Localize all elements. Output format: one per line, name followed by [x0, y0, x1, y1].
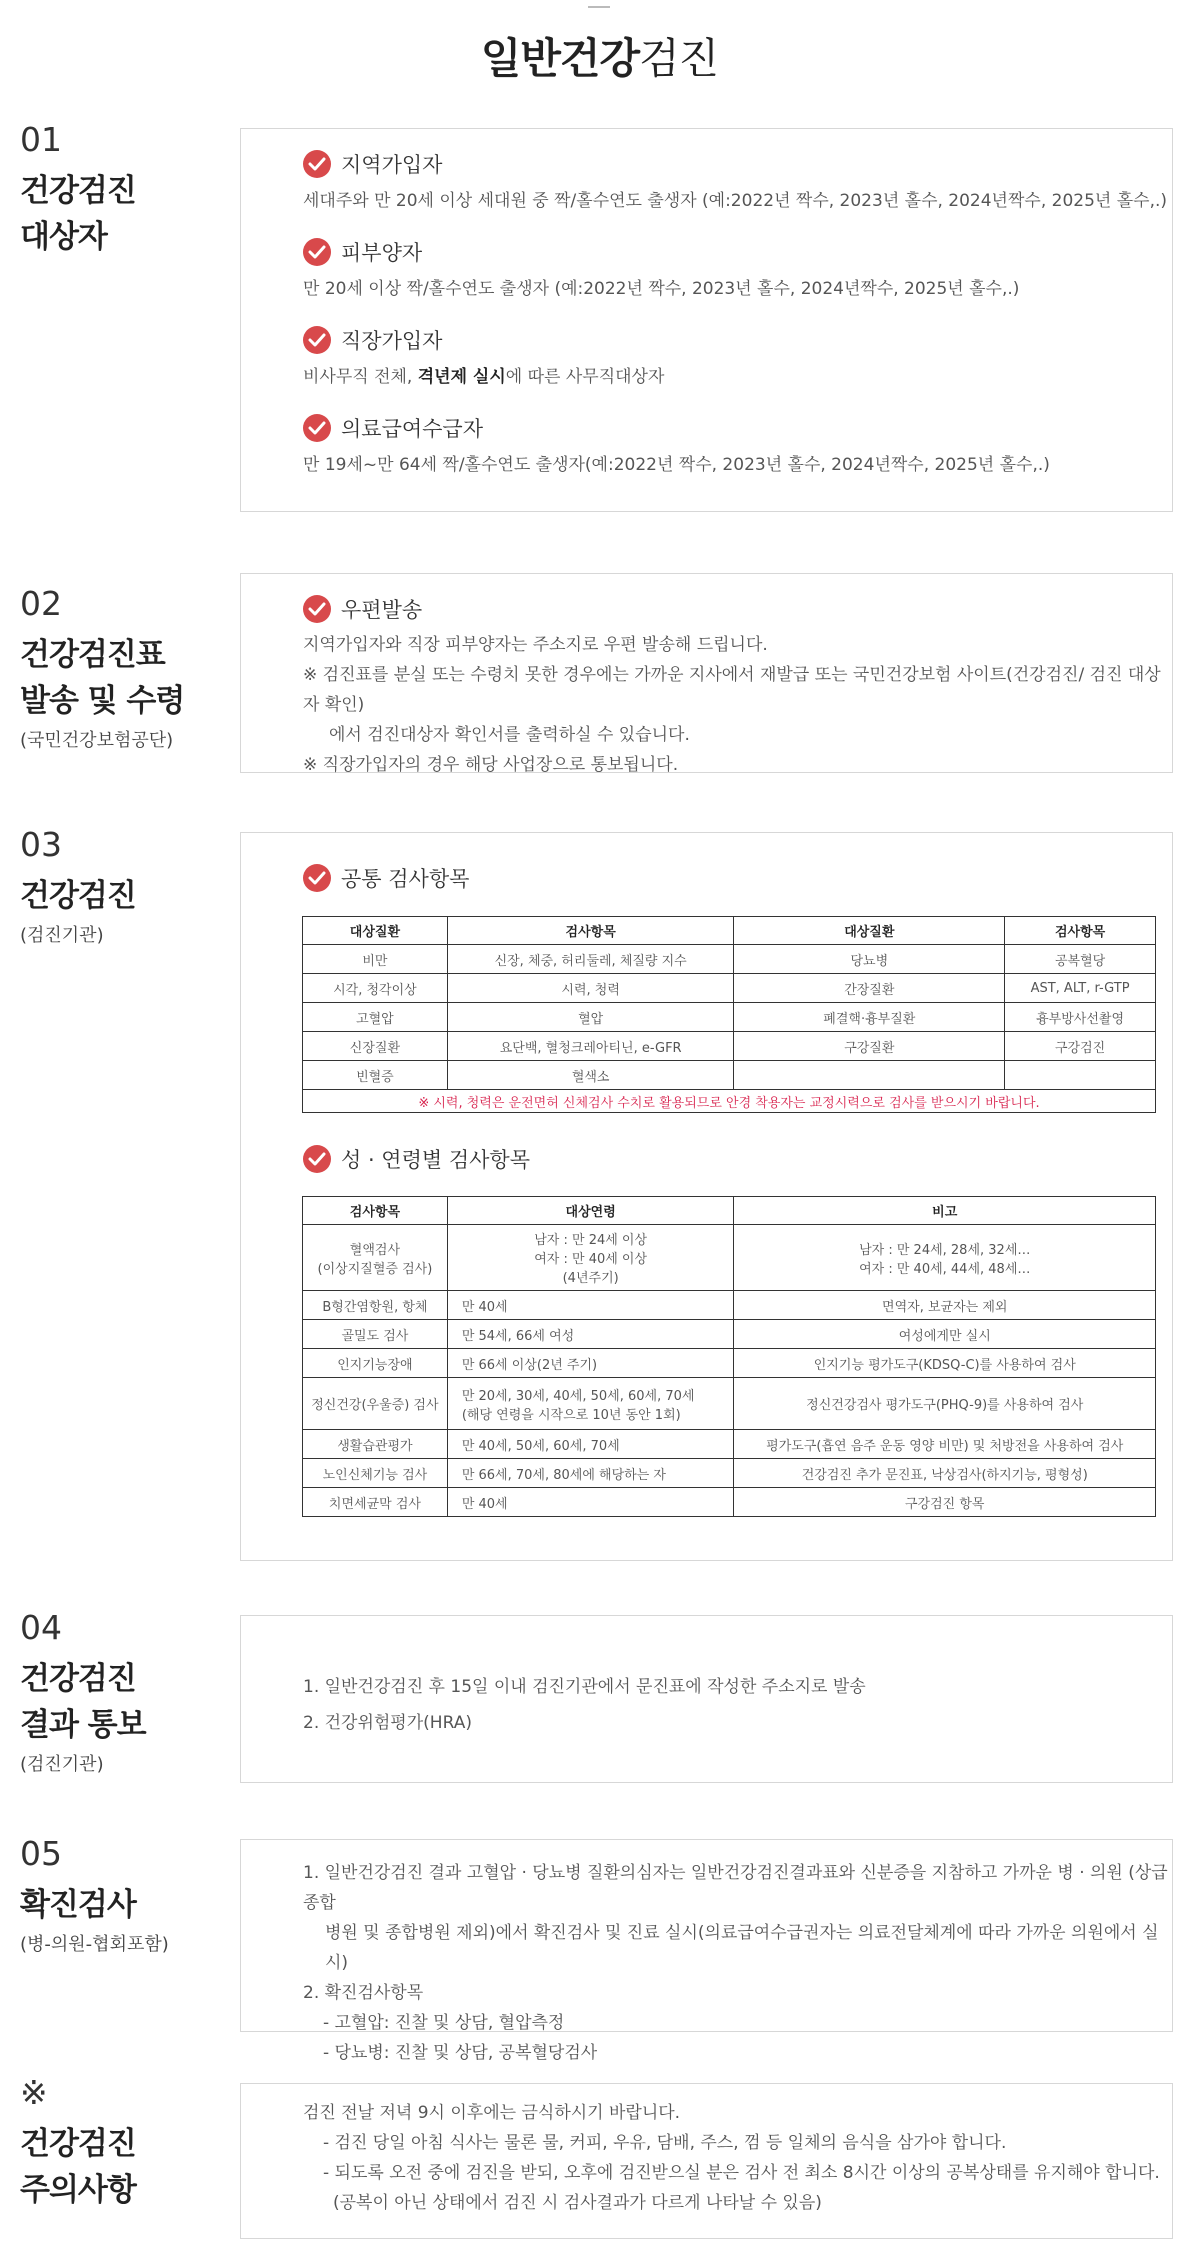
target-item	[303, 149, 1172, 213]
result-line: 2. 건강위험평가(HRA)	[303, 1713, 472, 1733]
section-box	[240, 573, 1173, 773]
table-row: 생활습관평가 만 40세, 50세, 60세, 70세 평가도구(흡연 음주 운동 영양 비만) 및 처방전을 사용하여 검사	[303, 1430, 1156, 1459]
section-label	[20, 2073, 230, 2213]
check-icon	[303, 595, 331, 623]
section-box	[240, 1839, 1173, 2063]
section-heading: 건강검진 대상자	[20, 173, 136, 255]
section-heading: 건강검진	[20, 878, 136, 914]
result-line: 1. 일반건강검진 후 15일 이내 검진기관에서 문진표에 작성한 주소지로 발송	[303, 1677, 866, 1697]
section-number: 05	[20, 1834, 62, 1873]
section-number: 01	[20, 120, 62, 159]
table-row: B형간염항원, 항체 만 40세 면역자, 보균자는 제외	[303, 1291, 1156, 1320]
item-desc: 세대주와 만 20세 이상 세대원 중 짝/홀수연도 출생자 (예:2022년 짝수, 2023년 홀수, 2024년짝수, 2025년 홀수,.)	[303, 191, 1168, 211]
mail-line: ※ 직장가입자의 경우 해당 사업장으로 통보됩니다.	[303, 755, 679, 775]
section-label	[20, 825, 230, 947]
caution-line: (공복이 아닌 상태에서 검진 시 검사결과가 다르게 나타날 수 있음)	[333, 2193, 822, 2213]
notice-text: ※ 시력, 청력은 운전면허 신체검사 수치로 활용되므로 안경 착용자는 교정시력으로 검사를 받으시기 바랍니다.	[303, 1090, 1156, 1113]
item-desc: 비사무직 전체, 격년제 실시에 따른 사무직대상자	[303, 367, 665, 387]
table-row: 비만 신장, 체중, 허리둘레, 체질량 지수 당뇨병 공복혈당	[303, 945, 1156, 974]
section-heading: 확진검사	[20, 1887, 136, 1923]
section-subheading: (국민건강보험공단)	[20, 730, 174, 751]
table-row: 혈액검사 (이상지질혈증 검사) 남자 : 만 24세 이상 여자 : 만 40세 이상 (4년주기) 남자 : 만 24세, 28세, 32세… 여자 : 만 40세, 44세, 48세…	[303, 1225, 1156, 1291]
table-row: 고혈압 혈압 폐결핵·흉부질환 흉부방사선촬영	[303, 1003, 1156, 1032]
confirm-line: 2. 확진검사항목	[303, 1983, 424, 2003]
section-subheading: (검진기관)	[20, 925, 104, 946]
confirm-line: - 당뇨병: 진찰 및 상담, 공복혈당검사	[323, 2043, 598, 2063]
mail-line: 에서 검진대상자 확인서를 출력하실 수 있습니다.	[329, 725, 690, 745]
section-number: 04	[20, 1608, 62, 1647]
check-icon	[303, 150, 331, 178]
table-notice-row	[303, 1090, 1156, 1113]
confirm-line: 1. 일반건강검진 결과 고혈압 · 당뇨병 질환의심자는 일반건강검진결과표와 신분증을 지참하고 가까운 병 · 의원 (상급종합	[303, 1863, 1168, 1913]
mail-line: 지역가입자와 직장 피부양자는 주소지로 우편 발송해 드립니다.	[303, 635, 768, 655]
top-divider	[588, 6, 610, 8]
table-row: 빈혈증 혈색소	[303, 1061, 1156, 1090]
table-row: 치면세균막 검사 만 40세 구강검진 항목	[303, 1488, 1156, 1517]
common-items-table	[302, 916, 1156, 1113]
age-items-table	[302, 1196, 1156, 1517]
check-icon	[303, 1145, 331, 1173]
item-desc: 만 19세~만 64세 짝/홀수연도 출생자(예:2022년 짝수, 2023년 홀수, 2024년짝수, 2025년 홀수,.)	[303, 455, 1050, 475]
confirm-line: 병원 및 종합병원 제외)에서 확진검사 및 진료 실시(의료급여수급권자는 의료전달체계에 따라 가까운 의원에서 실시)	[325, 1923, 1159, 1973]
mail-item	[303, 594, 1172, 624]
table-row: 골밀도 검사 만 54세, 66세 여성 여성에게만 실시	[303, 1320, 1156, 1349]
table-row: 노인신체기능 검사 만 66세, 70세, 80세에 해당하는 자 건강검진 추가 문진표, 낙상검사(하지기능, 평형성)	[303, 1459, 1156, 1488]
check-icon	[303, 864, 331, 892]
section-subheading: (검진기관)	[20, 1754, 104, 1775]
section-box	[240, 1615, 1173, 1783]
section-number: 02	[20, 584, 62, 623]
table-row: 신장질환 요단백, 혈청크레아티닌, e-GFR 구강질환 구강검진	[303, 1032, 1156, 1061]
item-title: 지역가입자	[341, 153, 443, 177]
section-label	[20, 120, 230, 260]
item-desc: 만 20세 이상 짝/홀수연도 출생자 (예:2022년 짝수, 2023년 홀수, 2024년짝수, 2025년 홀수,.)	[303, 279, 1020, 299]
section-number: 03	[20, 825, 62, 864]
check-icon	[303, 326, 331, 354]
table-row: 인지기능장애 만 66세 이상(2년 주기) 인지기능 평가도구(KDSQ-C)를 사용하여 검사	[303, 1349, 1156, 1378]
section-label	[20, 1608, 230, 1776]
table-row: 정신건강(우울증) 검사 만 20세, 30세, 40세, 50세, 60세, 70세 (해당 연령을 시작으로 10년 동안 1회) 정신건강검사 평가도구(PHQ-9)를 사용하여 검사	[303, 1378, 1156, 1430]
table-header-row: 검사항목 대상연령 비고	[303, 1197, 1156, 1225]
section-heading: 건강검진 결과 통보	[20, 1661, 146, 1743]
item-title: 의료급여수급자	[341, 417, 484, 441]
page-title: 일반건강검진	[480, 34, 719, 83]
table-header-row: 대상질환 검사항목 대상질환 검사항목	[303, 917, 1156, 945]
caution-line: - 되도록 오전 중에 검진을 받되, 오후에 검진받으실 분은 검사 전 최소 8시간 이상의 공복상태를 유지해야 합니다.	[323, 2163, 1160, 2183]
caution-line: - 검진 당일 아침 식사는 물론 물, 커피, 우유, 담배, 주스, 껌 등 일체의 음식을 삼가야 합니다.	[323, 2133, 1007, 2153]
section-heading: 건강검진 주의사항	[20, 2126, 136, 2208]
section-subheading: (병-의원-협회포함)	[20, 1934, 169, 1955]
section-label	[20, 1834, 230, 1956]
section-heading: 건강검진표 발송 및 수령	[20, 637, 185, 719]
check-icon	[303, 238, 331, 266]
age-items-title: 성 · 연령별 검사항목	[303, 1144, 530, 1174]
table-row: 시각, 청각이상 시력, 청력 간장질환 AST, ALT, r-GTP	[303, 974, 1156, 1003]
item-title: 피부양자	[341, 241, 423, 265]
section-box	[240, 832, 1173, 1561]
target-item	[303, 237, 1172, 301]
section-number: ※	[20, 2073, 48, 2112]
section-box	[240, 2083, 1173, 2239]
mail-line: ※ 검진표를 분실 또는 수령치 못한 경우에는 가까운 지사에서 재발급 또는 국민건강보험 사이트(건강검진/ 검진 대상자 확인)	[303, 665, 1161, 715]
target-item	[303, 413, 1172, 477]
confirm-line: - 고혈압: 진찰 및 상담, 혈압측정	[323, 2013, 565, 2033]
item-title: 직장가입자	[341, 329, 443, 353]
caution-line: 검진 전날 저녁 9시 이후에는 금식하시기 바랍니다.	[303, 2103, 681, 2123]
item-title: 우편발송	[341, 598, 423, 622]
common-items-title: 공통 검사항목	[303, 863, 469, 893]
section-box	[240, 128, 1173, 512]
section-label	[20, 584, 230, 752]
target-item	[303, 325, 1172, 389]
check-icon	[303, 414, 331, 442]
